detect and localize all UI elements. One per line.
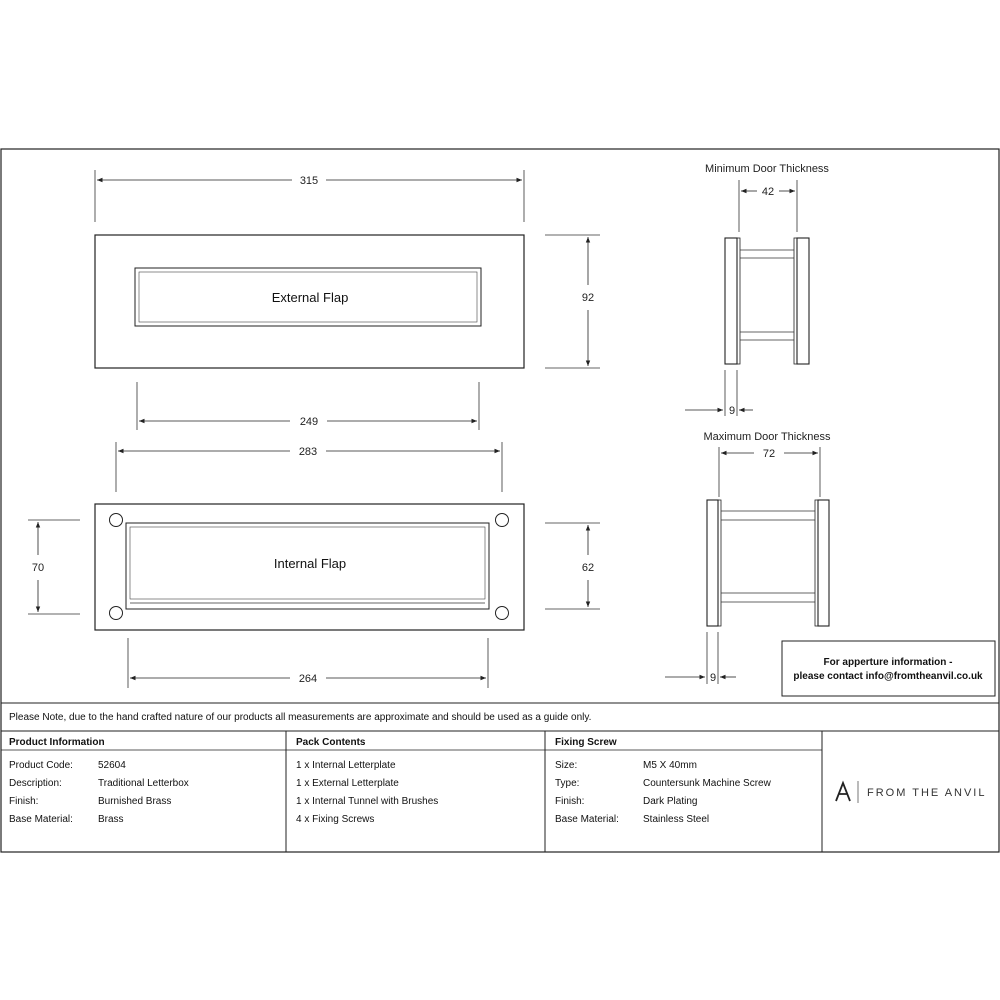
product-info-value: Burnished Brass bbox=[98, 796, 172, 807]
external-flap-width-dimension: 249 bbox=[299, 416, 319, 428]
product-info-label: Description: bbox=[9, 778, 62, 789]
brand-name: FROM THE ANVIL bbox=[867, 787, 987, 799]
product-info-label: Product Code: bbox=[9, 760, 73, 771]
min-thickness-dimension: 42 bbox=[761, 186, 775, 198]
fixing-screw-label: Base Material: bbox=[555, 814, 619, 825]
internal-flap-label: Internal Flap bbox=[273, 556, 347, 571]
external-flap-label: External Flap bbox=[271, 290, 349, 305]
product-info-value: 52604 bbox=[98, 760, 126, 771]
max-plate-dimension: 9 bbox=[709, 672, 717, 684]
pack-item: 1 x External Letterplate bbox=[296, 778, 399, 789]
pack-contents-heading: Pack Contents bbox=[296, 737, 366, 748]
fixing-screw-value: Countersunk Machine Screw bbox=[643, 778, 771, 789]
pack-item: 1 x Internal Letterplate bbox=[296, 760, 396, 771]
min-plate-dimension: 9 bbox=[728, 405, 736, 417]
fixing-screw-label: Size: bbox=[555, 760, 578, 771]
internal-width-dimension: 283 bbox=[298, 446, 318, 458]
aperture-line-1: For apperture information - bbox=[823, 657, 953, 668]
product-info-label: Base Material: bbox=[9, 814, 73, 825]
max-door-side-view bbox=[665, 431, 831, 684]
screw-hole bbox=[496, 514, 509, 527]
aperture-info-box bbox=[782, 641, 995, 696]
internal-plate-view bbox=[28, 442, 600, 688]
max-thickness-dimension: 72 bbox=[762, 448, 776, 460]
anvil-logo-icon bbox=[836, 781, 858, 803]
min-door-side-view bbox=[685, 163, 829, 417]
pack-item: 4 x Fixing Screws bbox=[296, 814, 375, 825]
screw-hole bbox=[496, 607, 509, 620]
max-door-title: Maximum Door Thickness bbox=[703, 431, 831, 443]
product-info-heading: Product Information bbox=[9, 737, 105, 748]
fixing-screw-value: Dark Plating bbox=[643, 796, 698, 807]
fixing-screw-label: Finish: bbox=[555, 796, 585, 807]
internal-height-dimension: 70 bbox=[31, 562, 45, 574]
aperture-contact-link[interactable]: please contact info@fromtheanvil.co.uk bbox=[793, 671, 983, 682]
external-plate-view bbox=[95, 170, 600, 430]
screw-hole bbox=[110, 607, 123, 620]
fixing-screw-label: Type: bbox=[555, 778, 580, 789]
min-door-title: Minimum Door Thickness bbox=[705, 163, 829, 175]
sheet-border bbox=[1, 149, 999, 852]
product-info-value: Brass bbox=[98, 814, 124, 825]
internal-flap-width-dimension: 264 bbox=[298, 673, 318, 685]
pack-item: 1 x Internal Tunnel with Brushes bbox=[296, 796, 439, 807]
title-block bbox=[1, 703, 999, 852]
fixing-screw-heading: Fixing Screw bbox=[555, 737, 617, 748]
fixing-screw-value: Stainless Steel bbox=[643, 814, 710, 825]
product-info-label: Finish: bbox=[9, 796, 39, 807]
external-height-dimension: 92 bbox=[581, 292, 595, 304]
internal-flap-height-dimension: 62 bbox=[581, 562, 595, 574]
measurement-note: Please Note, due to the hand crafted nature of our products all measurements are approximate and should be used as a guide only. bbox=[9, 712, 592, 723]
external-width-dimension: 315 bbox=[299, 175, 319, 187]
fixing-screw-value: M5 X 40mm bbox=[643, 760, 697, 771]
product-info-value: Traditional Letterbox bbox=[98, 778, 189, 789]
screw-hole bbox=[110, 514, 123, 527]
